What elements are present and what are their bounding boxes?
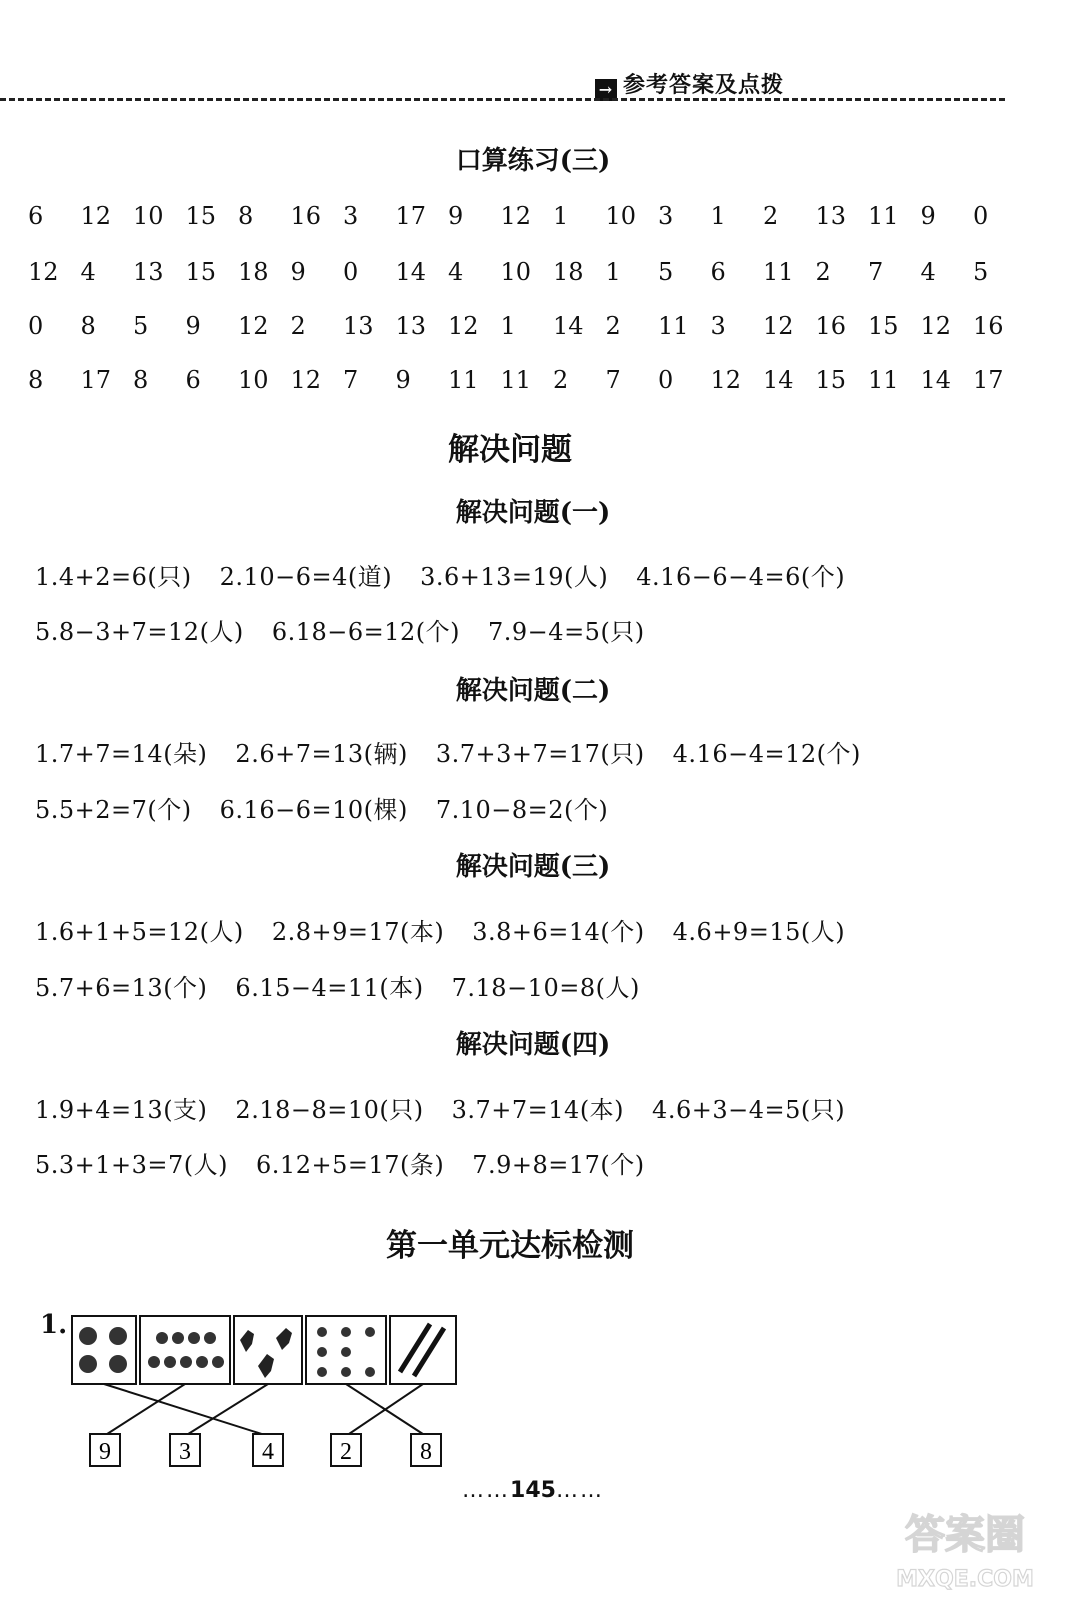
oral-row	[28, 366, 1004, 402]
answer: 1.9+4=13(支)	[35, 1096, 208, 1124]
oral-answer: 13	[133, 258, 164, 286]
oral-answer: 9	[290, 258, 306, 286]
oral-answer: 7	[605, 366, 621, 394]
oral-answer: 0	[658, 366, 674, 394]
footer-dots-left: ……	[462, 1478, 511, 1503]
oral-answer: 2	[763, 202, 779, 230]
flowers-icon	[306, 1316, 386, 1384]
oral-answer: 12	[448, 312, 479, 340]
oral-answer: 15	[868, 312, 899, 340]
question-number: 1.	[40, 1310, 68, 1340]
oral-answer: 11	[658, 312, 689, 340]
oral-answer: 12	[28, 258, 59, 286]
oral-answer: 12	[238, 312, 269, 340]
header-dashed-divider	[0, 98, 1005, 101]
apples-icon	[140, 1316, 230, 1384]
matching-figure	[40, 1310, 480, 1470]
oral-answer: 12	[763, 312, 794, 340]
watermark-logo	[870, 1500, 1060, 1595]
oral-answer: 7	[343, 366, 359, 394]
group-title-1: 解决问题(一)	[455, 498, 611, 528]
answer: 2.18−8=10(只)	[235, 1096, 424, 1124]
page-header	[0, 60, 1066, 110]
oral-answer: 17	[80, 366, 112, 394]
oral-answer: 12	[920, 312, 952, 340]
oral-answer: 1	[500, 312, 516, 340]
oral-answer: 8	[238, 202, 254, 230]
number-box-4: 4	[262, 1439, 274, 1465]
oral-answer: 8	[28, 366, 44, 394]
oral-answer: 13	[343, 312, 374, 340]
oral-answer: 12	[80, 202, 112, 230]
oral-answer: 11	[868, 366, 899, 394]
matching-lines	[104, 1384, 426, 1436]
oral-answer: 8	[80, 312, 96, 340]
answer: 4.6+3−4=5(只)	[652, 1096, 846, 1124]
group-1-line-2	[35, 612, 673, 647]
oral-answer: 3	[343, 202, 359, 230]
oral-answer: 8	[133, 366, 149, 394]
oral-answer: 5	[658, 258, 674, 286]
oral-answer: 11	[448, 366, 479, 394]
svg-text:MXQE.COM: MXQE.COM	[896, 1567, 1034, 1592]
answer: 3.7+7=14(本)	[451, 1096, 625, 1124]
oral-answer: 18	[553, 258, 584, 286]
oral-answer: 13	[815, 202, 847, 230]
oral-answer: 11	[763, 258, 794, 286]
answer: 2.8+9=17(本)	[271, 918, 445, 946]
answer: 2.6+7=13(辆)	[235, 740, 408, 768]
oral-answer: 0	[28, 312, 44, 340]
oral-answer: 16	[290, 202, 322, 230]
problems-title: 解决问题	[448, 432, 572, 468]
oral-answer: 14	[920, 366, 952, 394]
oral-answer: 3	[658, 202, 674, 230]
oral-answer: 5	[973, 258, 989, 286]
number-boxes	[90, 1434, 441, 1466]
answer: 3.6+13=19(人)	[420, 563, 609, 591]
answer: 5.8−3+7=12(人)	[35, 618, 244, 646]
answer: 1.7+7=14(朵)	[35, 740, 208, 768]
oral-answer: 10	[238, 366, 269, 394]
oral-row	[28, 312, 1004, 348]
answer: 2.10−6=4(道)	[219, 563, 393, 591]
group-3-line-2	[35, 968, 668, 1003]
oral-answer: 1	[710, 202, 726, 230]
answer: 3.7+3+7=17(只)	[435, 740, 645, 768]
oral-answer: 18	[238, 258, 269, 286]
group-2-line-2	[35, 790, 636, 825]
header-title-text: 参考答案及点拨	[623, 72, 785, 98]
page-number: 145	[510, 1478, 556, 1503]
oral-answer: 2	[815, 258, 831, 286]
number-box-2: 2	[340, 1439, 352, 1465]
cups-icon	[72, 1316, 136, 1384]
pens-icon	[390, 1316, 456, 1384]
oral-answer: 17	[973, 366, 1004, 394]
oral-answer: 17	[395, 202, 427, 230]
answer: 7.10−8=2(个)	[435, 796, 609, 824]
oral-answer: 0	[343, 258, 359, 286]
oral-row	[28, 258, 988, 294]
oral-answer: 15	[185, 258, 217, 286]
oral-answer: 14	[553, 312, 584, 340]
number-box-3: 3	[179, 1439, 191, 1465]
matching-diagram	[40, 1310, 480, 1470]
oral-practice-title: 口算练习(三)	[455, 146, 611, 176]
oral-answer: 2	[553, 366, 569, 394]
oral-answer: 15	[185, 202, 217, 230]
oral-answer: 6	[185, 366, 201, 394]
answer: 5.7+6=13(个)	[35, 974, 208, 1002]
answer: 4.16−6−4=6(个)	[636, 563, 846, 591]
oral-answer: 12	[500, 202, 532, 230]
answer: 6.18−6=12(个)	[271, 618, 461, 646]
unit-test-title: 第一单元达标检测	[386, 1228, 634, 1264]
group-title-4: 解决问题(四)	[455, 1030, 611, 1060]
oral-answer: 11	[868, 202, 899, 230]
number-box-9: 9	[99, 1439, 111, 1465]
oral-answer: 7	[868, 258, 884, 286]
oral-answer: 14	[395, 258, 427, 286]
answer: 5.3+1+3=7(人)	[35, 1151, 229, 1179]
answer: 3.8+6=14(个)	[472, 918, 645, 946]
answer: 6.12+5=17(条)	[256, 1151, 445, 1179]
answer: 7.18−10=8(人)	[451, 974, 640, 1002]
answer: 6.15−4=11(本)	[235, 974, 424, 1002]
answer: 7.9+8=17(个)	[472, 1151, 645, 1179]
oral-answer: 10	[500, 258, 532, 286]
oral-answer: 4	[448, 258, 464, 286]
oral-answer: 16	[973, 312, 1004, 340]
oral-answer: 6	[710, 258, 726, 286]
oral-answer: 11	[500, 366, 532, 394]
group-title-3: 解决问题(三)	[455, 852, 611, 882]
group-4-line-2	[35, 1145, 673, 1180]
oral-answer: 6	[28, 202, 44, 230]
answer: 4.6+9=15(人)	[672, 918, 846, 946]
answer: 6.16−6=10(棵)	[219, 796, 408, 824]
oral-answer: 9	[395, 366, 411, 394]
oral-answer: 9	[448, 202, 464, 230]
oral-answer: 16	[815, 312, 847, 340]
svg-text:答案圈: 答案圈	[905, 1512, 1025, 1558]
group-2-line-1	[35, 734, 889, 769]
oral-answer: 12	[290, 366, 322, 394]
oral-answer: 5	[133, 312, 149, 340]
oral-answer: 0	[973, 202, 989, 230]
oral-answer: 3	[710, 312, 726, 340]
oral-answer: 15	[815, 366, 847, 394]
horses-icon	[234, 1316, 302, 1384]
header-title	[595, 68, 784, 101]
oral-answer: 14	[763, 366, 794, 394]
oral-answer: 4	[80, 258, 96, 286]
oral-answer: 12	[710, 366, 742, 394]
oral-answer: 1	[605, 258, 621, 286]
answer: 1.6+1+5=12(人)	[35, 918, 244, 946]
group-3-line-1	[35, 912, 873, 947]
answer: 1.4+2=6(只)	[35, 563, 192, 591]
group-4-line-1	[35, 1090, 873, 1125]
oral-answer: 13	[395, 312, 427, 340]
oral-answer: 10	[133, 202, 164, 230]
oral-answer: 2	[605, 312, 621, 340]
oral-answer: 10	[605, 202, 637, 230]
arrow-icon: →	[595, 79, 617, 101]
footer-dots-right: ……	[555, 1478, 604, 1503]
oral-row	[28, 202, 988, 238]
group-title-2: 解决问题(二)	[455, 676, 611, 706]
oral-answer: 2	[290, 312, 306, 340]
oral-answer: 4	[920, 258, 936, 286]
oral-answer: 1	[553, 202, 569, 230]
group-1-line-1	[35, 557, 873, 592]
oral-answer: 9	[185, 312, 201, 340]
number-box-8: 8	[420, 1439, 432, 1465]
answer: 4.16−4=12(个)	[672, 740, 861, 768]
oral-answer: 9	[920, 202, 936, 230]
answer: 7.9−4=5(只)	[488, 618, 645, 646]
answer: 5.5+2=7(个)	[35, 796, 192, 824]
